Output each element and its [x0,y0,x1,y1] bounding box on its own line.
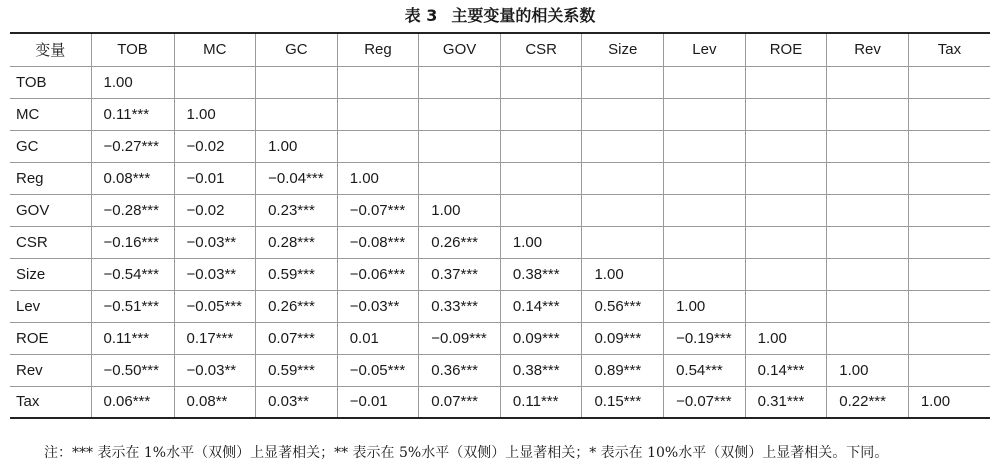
table-cell: 0.54*** [664,354,746,386]
table-cell: −0.02 [174,194,256,226]
table-cell: 0.06*** [91,386,174,418]
table-cell: −0.01 [337,386,419,418]
table-cell [664,98,746,130]
column-header: Lev [664,33,746,66]
table-cell [582,66,664,98]
table-cell: −0.04*** [256,162,338,194]
table-cell: −0.54*** [91,258,174,290]
table-cell: 0.08*** [91,162,174,194]
table-cell: −0.19*** [664,322,746,354]
column-header: GOV [419,33,501,66]
table-cell [827,194,909,226]
row-header: MC [10,98,91,130]
row-header: Rev [10,354,91,386]
table-cell [908,354,990,386]
table-cell: 0.26*** [419,226,501,258]
table-cell [827,98,909,130]
table-cell: −0.05*** [337,354,419,386]
table-cell [827,258,909,290]
table-cell: 0.26*** [256,290,338,322]
table-cell: −0.07*** [664,386,746,418]
table-cell [827,290,909,322]
table-cell [500,194,582,226]
table-row [10,226,990,258]
table-cell: 1.00 [256,130,338,162]
table-cell [500,162,582,194]
table-cell [582,162,664,194]
table-cell: −0.09*** [419,322,501,354]
column-header: Tax [908,33,990,66]
table-cell [745,66,827,98]
table-cell: −0.02 [174,130,256,162]
table-cell [337,66,419,98]
table-cell [419,98,501,130]
table-cell: 0.38*** [500,258,582,290]
table-cell [256,98,338,130]
table-cell: 0.09*** [500,322,582,354]
table-cell [664,66,746,98]
table-cell [908,258,990,290]
table-cell [419,162,501,194]
table-row [10,258,990,290]
table-cell [908,290,990,322]
table-row [10,194,990,226]
row-header: Lev [10,290,91,322]
table-cell: −0.03** [174,258,256,290]
table-cell: 0.08** [174,386,256,418]
column-header: Size [582,33,664,66]
table-cell: −0.05*** [174,290,256,322]
row-header: Tax [10,386,91,418]
column-header: TOB [91,33,174,66]
table-cell [908,98,990,130]
table-cell [419,66,501,98]
table-cell: 1.00 [91,66,174,98]
table-row [10,386,990,418]
column-header: Rev [827,33,909,66]
table-header [10,33,990,66]
header-row [10,33,990,66]
table-body [10,66,990,418]
table-cell [908,226,990,258]
table-cell: 0.15*** [582,386,664,418]
table-cell: 0.56*** [582,290,664,322]
table-cell [908,322,990,354]
row-header: Reg [10,162,91,194]
column-header: Reg [337,33,419,66]
row-header: GOV [10,194,91,226]
column-header: ROE [745,33,827,66]
table-cell [745,98,827,130]
table-cell [827,130,909,162]
table-cell [745,258,827,290]
table-cell [582,226,664,258]
table-cell [827,226,909,258]
table-cell: 1.00 [827,354,909,386]
table-caption [0,4,1000,28]
table-cell [908,130,990,162]
table-cell [664,226,746,258]
table-cell [500,98,582,130]
table-cell: 0.23*** [256,194,338,226]
table-cell: 0.37*** [419,258,501,290]
table-cell: 0.11*** [91,98,174,130]
correlation-table [10,32,990,419]
table-cell [256,66,338,98]
table-cell [908,194,990,226]
table-title: 主要变量的相关系数 [451,6,596,25]
table-cell: 1.00 [419,194,501,226]
table-cell [664,258,746,290]
row-header: TOB [10,66,91,98]
table-row [10,354,990,386]
table-cell: 0.38*** [500,354,582,386]
table-cell: −0.08*** [337,226,419,258]
column-header: GC [256,33,338,66]
table-cell: −0.03** [174,226,256,258]
table-cell: −0.16*** [91,226,174,258]
table-cell: −0.06*** [337,258,419,290]
table-cell: 1.00 [337,162,419,194]
table-cell [337,98,419,130]
table-cell: 1.00 [582,258,664,290]
table-cell [745,194,827,226]
table-row [10,66,990,98]
table-cell [908,66,990,98]
table-cell [745,290,827,322]
table-cell [337,130,419,162]
table-cell [827,322,909,354]
table-cell [664,130,746,162]
table-footnote: 注：*** 表示在 1%水平（双侧）上显著相关；** 表示在 5%水平（双侧）上显著相关；* 表示在 10%水平（双侧）上显著相关。下同。 [44,445,889,461]
table-cell [827,162,909,194]
table-row [10,130,990,162]
table-cell [745,130,827,162]
table-cell: 0.01 [337,322,419,354]
table-cell [745,162,827,194]
column-header: CSR [500,33,582,66]
table-cell [664,162,746,194]
table-cell: 1.00 [500,226,582,258]
table-row [10,290,990,322]
table-cell: 0.31*** [745,386,827,418]
table-cell: 0.09*** [582,322,664,354]
table-cell: 0.59*** [256,354,338,386]
table-row [10,98,990,130]
row-header: CSR [10,226,91,258]
table-cell: 0.36*** [419,354,501,386]
table-cell: 0.03** [256,386,338,418]
table-cell: 0.11*** [91,322,174,354]
table-cell: 0.11*** [500,386,582,418]
row-header: Size [10,258,91,290]
table-row [10,322,990,354]
table-cell: −0.03** [174,354,256,386]
table-cell [500,130,582,162]
table-cell: −0.51*** [91,290,174,322]
table-cell: 0.33*** [419,290,501,322]
table-cell: −0.27*** [91,130,174,162]
table-cell [174,66,256,98]
table-cell: 0.22*** [827,386,909,418]
table-cell: −0.28*** [91,194,174,226]
table-cell: 0.14*** [745,354,827,386]
table-number: 表 3 [404,6,438,25]
table-cell [582,130,664,162]
table-cell [582,194,664,226]
table-cell: 1.00 [745,322,827,354]
table-cell [827,66,909,98]
table-cell: 0.89*** [582,354,664,386]
table-cell: 0.17*** [174,322,256,354]
table-cell [908,162,990,194]
table-cell: 0.07*** [419,386,501,418]
table-cell: 0.14*** [500,290,582,322]
row-header: ROE [10,322,91,354]
table-cell: 0.07*** [256,322,338,354]
table-cell: −0.03** [337,290,419,322]
table-cell: −0.07*** [337,194,419,226]
table-cell [500,66,582,98]
table-cell [582,98,664,130]
table-cell [419,130,501,162]
table-cell [664,194,746,226]
column-header: MC [174,33,256,66]
table-cell: −0.50*** [91,354,174,386]
header-corner: 变量 [10,33,91,66]
table-row [10,162,990,194]
table-cell: 1.00 [664,290,746,322]
table-cell: 1.00 [174,98,256,130]
table-cell: 1.00 [908,386,990,418]
table-cell: 0.28*** [256,226,338,258]
row-header: GC [10,130,91,162]
table-cell: −0.01 [174,162,256,194]
table-cell [745,226,827,258]
table-cell: 0.59*** [256,258,338,290]
